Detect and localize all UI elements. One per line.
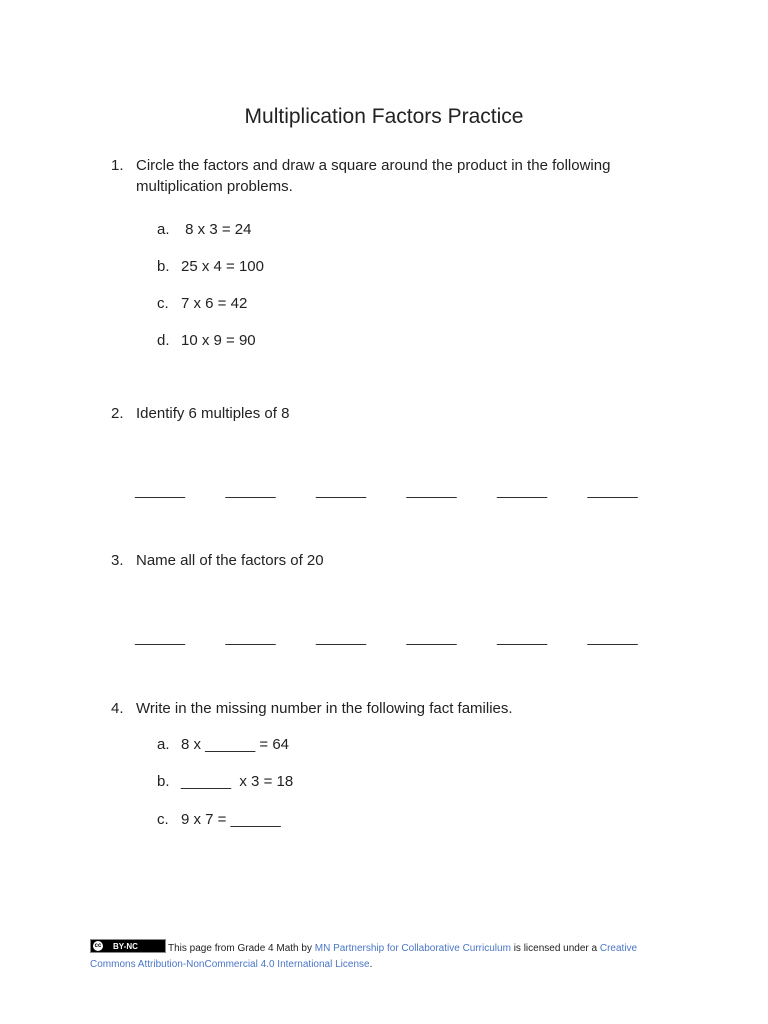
question-3 (111, 550, 651, 571)
license-footer (90, 939, 650, 973)
item-text: 25 x 4 = 100 (181, 258, 264, 275)
answer-blank[interactable]: ______ (406, 482, 457, 499)
item-text: ______ x 3 = 18 (181, 773, 294, 790)
item-letter: c. (157, 811, 169, 828)
question-4 (111, 698, 651, 719)
question-4-item-a (157, 734, 289, 755)
answer-blanks (135, 480, 645, 501)
answer-blank[interactable]: ______ (406, 629, 457, 646)
item-letter: c. (157, 295, 169, 312)
item-text: 8 x 3 = 24 (181, 221, 252, 238)
answer-blank[interactable]: ______ (225, 629, 276, 646)
question-4-item-b (157, 771, 293, 792)
item-letter: b. (157, 773, 170, 790)
question-text: Identify 6 multiples of 8 (136, 405, 290, 422)
item-text: 10 x 9 = 90 (181, 332, 256, 349)
answer-blank[interactable]: ______ (497, 482, 548, 499)
cc-logo-icon: cc (94, 943, 102, 949)
question-1-item-b (157, 256, 264, 277)
license-link[interactable]: Creative Commons Attribution-NonCommercial 4.0 International License (90, 943, 638, 970)
answer-blank[interactable]: ______ (135, 629, 186, 646)
footer-text: This page from Grade 4 Math by (168, 943, 315, 954)
question-4-item-c (157, 809, 281, 830)
question-1-item-c (157, 293, 247, 314)
footer-text: . (369, 959, 373, 970)
question-text: Circle the factors and draw a square around the product in the following multiplication problems. (136, 157, 611, 195)
partnership-link[interactable]: MN Partnership for Collaborative Curriculum (314, 943, 511, 954)
item-letter: a. (157, 221, 170, 238)
answer-blank[interactable]: ______ (587, 629, 638, 646)
answer-blank[interactable]: ______ (225, 482, 276, 499)
question-number: 1. (111, 157, 124, 174)
question-number: 3. (111, 552, 124, 569)
answer-blank[interactable]: ______ (497, 629, 548, 646)
question-number: 4. (111, 700, 124, 717)
answer-blank[interactable]: ______ (135, 482, 186, 499)
answer-blank[interactable]: ______ (587, 482, 638, 499)
question-text: Name all of the factors of 20 (136, 552, 324, 569)
item-text: 7 x 6 = 42 (181, 295, 248, 312)
answer-blank[interactable]: ______ (316, 629, 367, 646)
question-number: 2. (111, 405, 124, 422)
item-text: 8 x ______ = 64 (181, 736, 290, 753)
question-2 (111, 403, 651, 424)
item-letter: b. (157, 258, 170, 275)
answer-blank[interactable]: ______ (316, 482, 367, 499)
question-text: Write in the missing number in the following fact families. (136, 700, 513, 717)
badge-label: BY-NC (113, 942, 138, 951)
question-1-item-a (157, 219, 251, 240)
footer-text: is licensed under a (510, 943, 600, 954)
answer-blanks (135, 627, 645, 648)
question-1-item-d (157, 330, 256, 351)
item-letter: d. (157, 332, 170, 349)
page-title: Multiplication Factors Practice (244, 105, 524, 128)
question-1 (111, 155, 651, 197)
item-letter: a. (157, 736, 170, 753)
cc-license-badge-icon[interactable] (90, 939, 166, 953)
item-text: 9 x 7 = ______ (181, 811, 281, 828)
